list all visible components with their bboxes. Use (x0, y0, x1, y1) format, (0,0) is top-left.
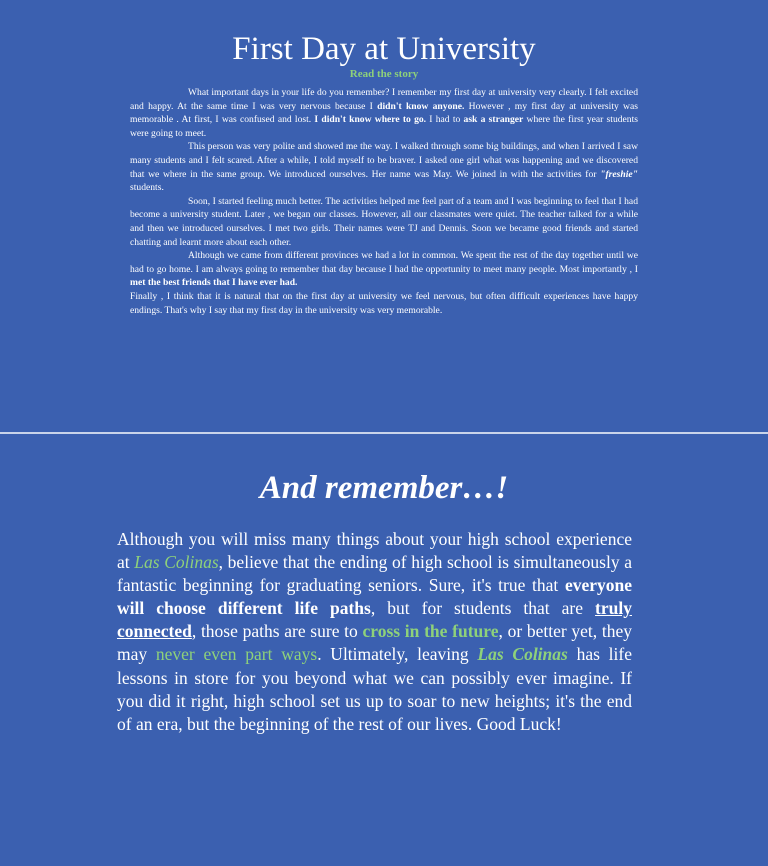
text-run: , but for students that are (370, 598, 596, 619)
closing-text (117, 528, 632, 736)
bold-phrase: met the best friends that I have ever had. (130, 277, 298, 289)
text-run: What important days in your life do you remember? I remember my first day at university very clearly. I felt excited and happy. At the same time I was very nervous because I (130, 87, 638, 112)
slide-title: And remember…! (259, 470, 509, 506)
story-paragraph-5: Finally , I think that it is natural that on the first day at university we feel nervous, but often difficult experiences have happy endings. That's why I say that my first day in the university was very memorable. (130, 290, 638, 316)
underlined-phrase: truly connected (117, 598, 632, 642)
text-run: Although you will miss many things about your high school experience at (117, 529, 632, 573)
story-text (130, 86, 638, 317)
story-paragraph-1 (130, 86, 638, 140)
text-run: Although we came from different provinces we had a lot in common. We spent the rest of the day together until we had to go home. I am always going to remember that day because I had the opportunity to meet many people. Most importantly , I (130, 250, 638, 275)
text-run: This person was very polite and showed me the way. I walked through some big buildings, and when I arrived I saw many students and I felt scared. After a while, I told myself to be braver. I asked one girl what was happening and we discovered that we where in the same group. We introduced ourselves. Her name was May. We joined in with the activities for (130, 141, 638, 180)
text-run: I had to (426, 114, 464, 126)
text-run: , those paths are sure to (191, 621, 363, 642)
story-paragraph-3: Soon, I started feeling much better. The activities helped me feel part of a team and I was beginning to feel that I had become a university student. Later , we began our classes. However, all our classmates were quiet. The teacher talked for a while and then we introduced ourselves. I met two girls. Their names were TJ and Dennis. Soon we became good friends and started chatting and learnt more about each other. (130, 195, 638, 248)
slide-and-remember (0, 434, 768, 866)
story-paragraph-4 (130, 249, 638, 290)
bold-phrase: ask a stranger (463, 114, 524, 126)
bold-phrase: didn't know anyone. (377, 100, 465, 112)
text-run: where the first year students were going to meet. (130, 114, 638, 139)
text-run: , or better yet, they may (117, 621, 632, 665)
story-paragraph-2 (130, 140, 638, 194)
green-bold-phrase: cross in the future (362, 621, 499, 642)
slide-title: First Day at University (232, 31, 536, 67)
text-run: , believe that the ending of high school is simultaneously a fantastic beginning for graduating seniors. Sure, it's true that (117, 552, 633, 596)
school-name: Las Colinas (477, 644, 568, 665)
bold-phrase: everyone will choose different life paths (117, 575, 632, 619)
school-name: Las Colinas (134, 552, 219, 573)
slide-subtitle: Read the story (349, 68, 419, 80)
text-run: . Ultimately, leaving (317, 644, 478, 665)
bold-phrase: I didn't know where to go. (314, 114, 427, 126)
slide-first-day (0, 0, 768, 432)
text-run: However , my first day at university was memorable . At first, I was confused and lost. (130, 100, 638, 126)
bold-italic-phrase: "freshie" (600, 168, 638, 180)
green-phrase: never even part ways (155, 644, 318, 665)
closing-paragraph (117, 528, 632, 736)
text-run: has life lessons in store for you beyond what we can possibly ever imagine. If you did it right, high school set us up to soar to new heights; it's the end of an era, but the beginning of the rest of our lives. Good Luck! (117, 644, 632, 734)
text-run: students. (130, 182, 164, 194)
